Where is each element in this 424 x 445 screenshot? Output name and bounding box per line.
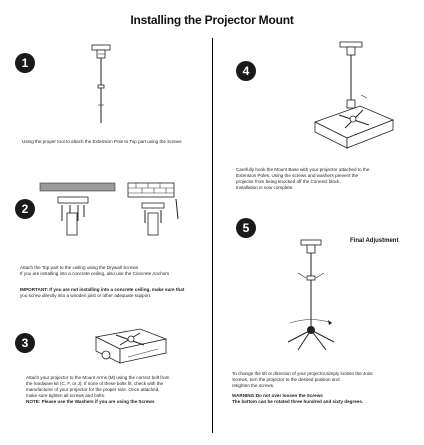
- step-1-number: 1: [15, 53, 35, 73]
- step-2-important-line-2: you screw directly into a wooden joist or other adequate support.: [20, 293, 152, 298]
- step-3-number: 3: [15, 333, 35, 353]
- step-4-hook-mount-illustration: [305, 40, 405, 150]
- step-4-number: 4: [236, 61, 256, 81]
- step-4-text-line-3: projector from being knocked off the Connect block.: [236, 179, 341, 184]
- step-3-text-line-2: the hardware kit (C, F, or J). If none of these bolts fit, check with the: [26, 381, 164, 386]
- final-adjustment-heading: Final Adjustment: [350, 238, 399, 244]
- step-5-number: 5: [236, 218, 256, 238]
- step-5-warning: WARNING:Do not over loosen the Screws: [232, 393, 323, 398]
- column-divider: [212, 38, 213, 433]
- step-4-text-line-4: Installation is now complete.: [236, 185, 294, 190]
- step-5-rotation-note: The bottom can be rotated three hundred and sixty degrees.: [232, 399, 364, 404]
- step-5-text-line-1: To change the tilt or direction of your projector,simply loosen the Joint: [232, 371, 373, 376]
- step-1-text: Using the proper tool to attach the Extension Pole to Top part using the screws: [22, 139, 182, 144]
- step-4-text-line-1: Carefully hook the Mount Base with your projector attached to the: [236, 167, 370, 172]
- step-3-text-line-3: manufacturer of your projector for the proper size. Once attached,: [26, 387, 160, 392]
- step-1-pole-illustration: [80, 45, 120, 125]
- step-3-text-line-1: Attach your projector to the Mount Arms (M) using the correct bolt from: [26, 375, 170, 380]
- step-5-adjustment-illustration: [270, 238, 360, 358]
- step-2-text-line-2: If you are installing into a concrete ceiling, also use the Concrete Anchors: [20, 271, 170, 276]
- step-5-text-line-3: retighten the screws.: [232, 383, 275, 388]
- page-title: Installing the Projector Mount: [130, 13, 294, 27]
- step-2-ceiling-attach-illustration: [40, 183, 120, 243]
- step-3-projector-mount-illustration: [88, 327, 168, 367]
- step-2-text-line-1: Attach the Top part to the ceiling using the Drywall Screws: [20, 265, 139, 270]
- step-5-text-line-2: Screws, turn the projector to the desired position and: [232, 377, 340, 382]
- step-3-text-line-4: make sure tighten all screws and bolts.: [26, 393, 106, 398]
- step-2-concrete-illustration: [128, 183, 188, 243]
- step-2-number: 2: [15, 199, 35, 219]
- step-4-text-line-2: Extension Poles. Using the screws and washers prevent the: [236, 173, 359, 178]
- step-3-note: NOTE: Please use the Washers if you are using the Screws: [26, 399, 155, 404]
- step-2-important-line-1: IMPORTANT: If you are not installing into a concrete ceiling, make sure that: [20, 287, 185, 292]
